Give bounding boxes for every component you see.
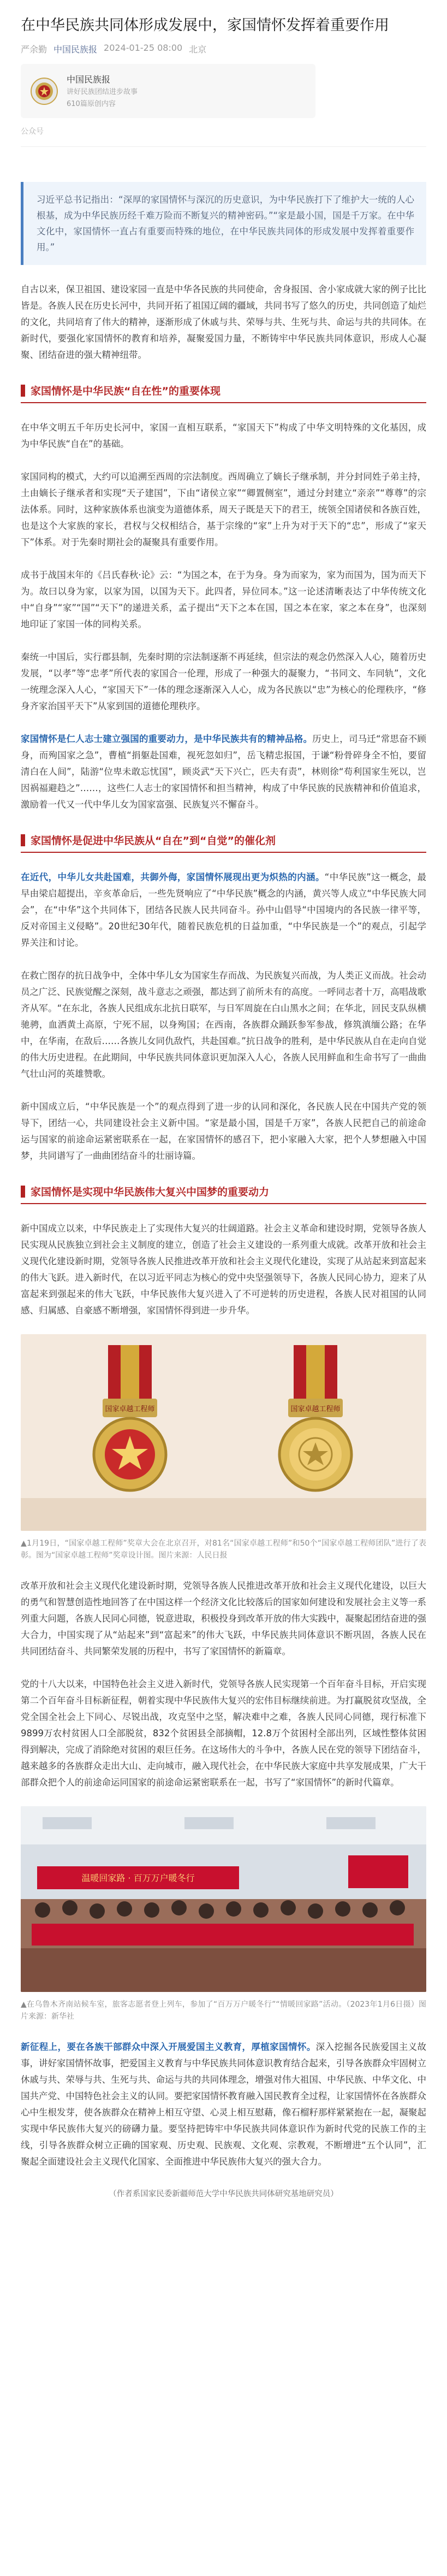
section-heading-2 xyxy=(21,833,426,853)
paragraph-3: 家国同构的模式，大约可以追溯至西周的宗法制度。西周确立了嫡长子继承制，并分封同姓子弟主持，土由嫡长子继承者和实现“天子建国”，下由“诸侯立家”“卿置侧室”，通过分封建立“亲亲”“尊尊”的宗法体系。同时，这种家族体系也演变为道德体系，周天子既是天下的君王，统领全国诸侯和各族百姓，也是这个大家族的家长，君权与父权相结合，基于宗缘的“家”上升为对于天下的“忠”，形成了“家天下”体系。对于先秦时期社会的凝聚具有重要作用。 xyxy=(21,471,426,547)
paragraph-7-lead: 在近代，中华儿女共赴国难，共御外侮，家国情怀展现出更为炽热的内涵。 xyxy=(21,872,325,882)
paragraph-4: 成书于战国末年的《吕氏春秋·论》云：“为国之本，在于为身。身为而家为，家为而国为，国为而天下为。故曰以身为家，以家为国，以国为天下。此四者，异位同本。”这一论述清晰表达了中华传统文化中“自身”“家”“国”“天下”的递进关系，孟子提出“天下之本在国，国之本在家，家之本在身”，也深刻地印证了家国一体的同构关系。 xyxy=(21,570,426,629)
author-footnote: （作者系国家民委新疆师范大学中华民族共同体研究基地研究员） xyxy=(109,2190,338,2198)
photo-2-caption: ▲在乌鲁木齐南站候车室，旅客志愿者登上列车，参加了“百万万户暖冬行”“情暖回家路”活动。（2023年1月6日摄）图片来源：新华社 xyxy=(21,2000,426,2021)
paragraph-10: 新中国成立以来，中华民族走上了实现伟大复兴的壮阔道路。社会主义革命和建设时期，党领导各族人民实现从民族独立到社会主义制度的建立，创造了社会主义建设的一系列重大成就。改革开放和社会主义现代化建设新时期，党领导各族人民推进改革开放和社会主义现代化建设，实现了从站起来到富起来的伟大飞跃。进入新时代，在以习近平同志为核心的党中央坚强领导下，各族人民同心协力，迎来了从富起来到强起来的伟大飞跃，中华民族伟大复兴进入了不可逆转的历史进程，各族人民对祖国的认同感、归属感、自豪感不断增强，家国情怀得到进一步升华。 xyxy=(21,1223,426,1316)
section-marker xyxy=(21,1186,25,1198)
paragraph-7 xyxy=(21,869,426,951)
article-body xyxy=(0,182,447,2201)
paragraph-12: 党的十八大以来，中国特色社会主义进入新时代，党领导各族人民实现第一个百年奋斗目标，开启实现第二个百年奋斗目标新征程，朝着实现中华民族伟大复兴的宏伟目标继续前进。为打赢脱贫攻坚战，全党全国全社会上下同心、尽锐出战，攻克坚中之坚，解决难中之难，各族人民同心同德，现行标准下9899万农村贫困人口全部脱贫，832个贫困县全部摘帽，12.8万个贫困村全部出列，区域性整体贫困得到解决，完成了消除绝对贫困的艰巨任务。在这场伟大的斗争中，各族人民在党的领导下团结奋斗，越来越多的各族群众走出大山、走向城市，融入现代社会，在中华民族大家庭中共享发展成果，广大干部群众把个人的前途命运同国家的前途命运紧密联系在一起，书写了“家国情怀”的新时代篇章。 xyxy=(21,1679,426,1788)
account-info xyxy=(67,73,138,109)
account-card[interactable] xyxy=(21,64,315,118)
section-heading-3 xyxy=(21,1184,426,1204)
paragraph-5: 秦统一中国后，实行郡县制，先秦时期的宗法制逐渐不再延续，但宗法的观念仍然深入人心，随着历史发展，“以孝”等“忠孝”所代表的家国合一伦理，形成了一种强大的凝聚力，“书同文、车同轨”，文化一统理念深入人心，“家国天下”一体的理念逐渐深入人心，成为各民族以“忠”为核心的伦理秩序，“修身齐家治国平天下”从家到国的道德伦理秩序。 xyxy=(21,652,426,711)
paragraph-2: 在中华文明五千年历史长河中，家国一直相互联系，“家国天下”构成了中华文明特殊的文化基因，成为中华民族“自在”的基础。 xyxy=(21,422,426,449)
banner-text: 温暖回家路 · 百万万户暖冬行 xyxy=(81,1873,195,1883)
emblem-icon xyxy=(31,78,58,105)
paragraph-6-body: 历史上，司马迁“常思奋不顾身，而殉国家之急”，曹植“捐躯赴国难，视死忽如归”，岳飞精忠报国，于谦“粉骨碎身全不怕，要留清白在人间”，陆游“位卑未敢忘忧国”，顾炎武“天下兴亡，匹夫有责”，林则徐“苟利国家生死以，岂因祸福避趋之”……，这些仁人志士的家国情怀和担当精神，构成了中华民族的民族精神和价值追求，激励着一代又一代中华儿女为国家富强、民族复兴不懈奋斗。 xyxy=(21,734,426,810)
section-heading-1 xyxy=(21,383,426,403)
account-desc-1: 讲好民族团结进步故事 xyxy=(67,88,138,96)
account-desc-2: 610篇原创内容 xyxy=(67,100,116,108)
account-name: 中国民族报 xyxy=(67,74,111,85)
article-header xyxy=(0,0,447,118)
paragraph-11: 改革开放和社会主义现代化建设新时期，党领导各族人民推进改革开放和社会主义现代化建设，以巨大的勇气和智慧创造性地回答了在中国这样一个经济文化比较落后的国家如何建设和发展社会主义等一系列重大问题，各族人民同心同德，锐意进取，积极投身到改革开放的伟大实践中，凝聚起团结奋进的强大合力，中国实现了从“站起来”到“富起来”的伟大飞跃，中华民族共同体意识不断巩固，各族人民在共同团结奋斗、共同繁荣发展的历程中，书写了家国情怀的新篇章。 xyxy=(21,1581,426,1657)
author: 严余勤 xyxy=(21,44,47,55)
publish-location: 北京 xyxy=(189,44,207,55)
section-rule xyxy=(21,1203,426,1204)
section-title-2: 家国情怀是促进中华民族从“自在”到“自觉”的催化剂 xyxy=(31,835,276,847)
paragraph-1: 自古以来，保卫祖国、建设家园一直是中华各民族的共同使命，舍身报国、舍小家成就大家的例子比比皆是。各族人民在历史长河中，共同开拓了祖国辽阔的疆域，共同书写了悠久的历史，共同创造了灿烂的文化，共同培育了伟大的精神，逐渐形成了休戚与共、荣辱与共、生死与共、命运与共的共同体。在新时代，要强化家国情怀的教育和培养，凝聚爱国力量，不断铸牢中华民族共同体意识，形成人心凝聚、团结奋进的强大精神纽带。 xyxy=(21,284,426,360)
section-title-3: 家国情怀是实现中华民族伟大复兴中国梦的重要动力 xyxy=(31,1186,270,1198)
intro-quote: 习近平总书记指出：“深厚的家国情怀与深沉的历史意识，为中华民族打下了维护大一统的人心根基，成为中华民族历经千难万险而不断复兴的精神密码。”“家是最小国，国是千万家。在中华文化中，家国情怀一直占有重要而特殊的地位，在中华民族共同体的形成发展中发挥着重要作用。” xyxy=(21,182,426,265)
paragraph-13-body: 深入挖掘各民族爱国主义故事，讲好家国情怀故事，把爱国主义教育与中华民族共同体意识教育结合起来，引导各族群众牢固树立休戚与共、荣辱与共、生死与共、命运与共的共同体理念，增强对伟大祖国、中华民族、中华文化、中国共产党、中国特色社会主义的认同。要把家国情怀教育融入国民教育全过程，让家国情怀在各族群众心中生根发芽，使各族群众在精神上相互守望、心灵上相互慰藉，像石榴籽那样紧紧抱在一起，凝聚起实现中华民族伟大复兴的磅礴力量。要坚持把铸牢中华民族共同体意识作为新时代党的民族工作的主线，引导各族群众树立正确的国家观、历史观、民族观、文化观、宗教观，不断增进“五个认同”，汇聚起全面建设社会主义现代化国家、全面推进中华民族伟大复兴的强大合力。 xyxy=(21,2042,427,2167)
section-marker xyxy=(21,385,25,397)
section-rule xyxy=(21,402,426,403)
article-meta xyxy=(21,43,426,55)
divider xyxy=(21,146,426,147)
medal-left-label: 国家卓越工程师 xyxy=(105,1405,155,1413)
section-rule xyxy=(21,852,426,853)
paragraph-13-lead: 新征程上，要在各族干部群众中深入开展爱国主义教育，厚植家国情怀。 xyxy=(21,2042,316,2052)
paragraph-9: 新中国成立后，“中华民族是一个”的观点得到了进一步的认同和深化，各民族人民在中国共产党的领导下，团结一心，共同建设社会主义新中国。“家是最小国，国是千万家”，各族人民把自己的前途命运与国家的前途命运紧密联系在一起，在家国情怀的感召下，把小家融入大家，把个人梦想融入中国梦，共同谱写了一曲曲团结奋斗的壮丽诗篇。 xyxy=(21,1101,426,1161)
paragraph-6 xyxy=(21,731,426,813)
account-link[interactable]: 中国民族报 xyxy=(53,44,98,55)
paragraph-8: 在救亡图存的抗日战争中，全体中华儿女为国家生存而战、为民族复兴而战，为人类正义而战。社会动员之广泛、民族觉醒之深刻，战斗意志之顽强，都达到了前所未有的高度。一呼同志者十万，高唱战歌齐从军。“在东北，各族人民组成东北抗日联军，与日军周旋在白山黑水之间；在华北，回民支队纵横驰骋，血洒黄土高原，宁死不屈，以身殉国；在西南，各族群众踊跃参军参战，修筑滇缅公路；在华中，在华南，在敌后……各族儿女同仇敌忾，共赴国难。”抗日战争的胜利，是中华民族从自在走向自觉的伟大历史进程。在此期间，中华民族共同体意识更加深入人心，各族人民用鲜血和生命书写了一曲曲气壮山河的英雄赞歌。 xyxy=(21,970,426,1079)
section-marker xyxy=(21,834,25,846)
account-type-tag: 公众号 xyxy=(21,127,44,136)
photo-1-caption: ▲1月19日，“国家卓越工程师”奖章大会在北京召开，对81名“国家卓越工程师”和50个“国家卓越工程师团队”进行了表彰。图为“国家卓越工程师”奖章设计图。图片来源：人民日报 xyxy=(21,1539,426,1560)
station-photo[interactable] xyxy=(21,1806,426,1992)
medal-right-label: 国家卓越工程师 xyxy=(290,1405,341,1413)
publish-date: 2024-01-25 08:00 xyxy=(104,43,183,53)
article-title: 在中华民族共同体形成发展中，家国情怀发挥着重要作用 xyxy=(21,17,389,34)
medal-photo[interactable] xyxy=(21,1334,426,1531)
paragraph-7-body: “中华民族”这一概念，最早由梁启超提出，辛亥革命后，一些先贤响应了“中华民族”概念的内涵，黄兴等人成立“中华民族大同会”，在“中华”这个共同体下，团结各民族人民共同奋斗。孙中山倡导“中国境内的各民族一律平等，反对帝国主义侵略”。20世纪30年代，随着民族危机的日益加重，“中华民族是一个”的观点，引起学界关注和讨论。 xyxy=(21,872,426,948)
section-title-1: 家国情怀是中华民族“自在性”的重要体现 xyxy=(31,385,220,397)
paragraph-13 xyxy=(21,2039,426,2170)
paragraph-6-lead: 家国情怀是仁人志士建立强国的重要动力，是中华民族共有的精神品格。 xyxy=(21,734,313,744)
